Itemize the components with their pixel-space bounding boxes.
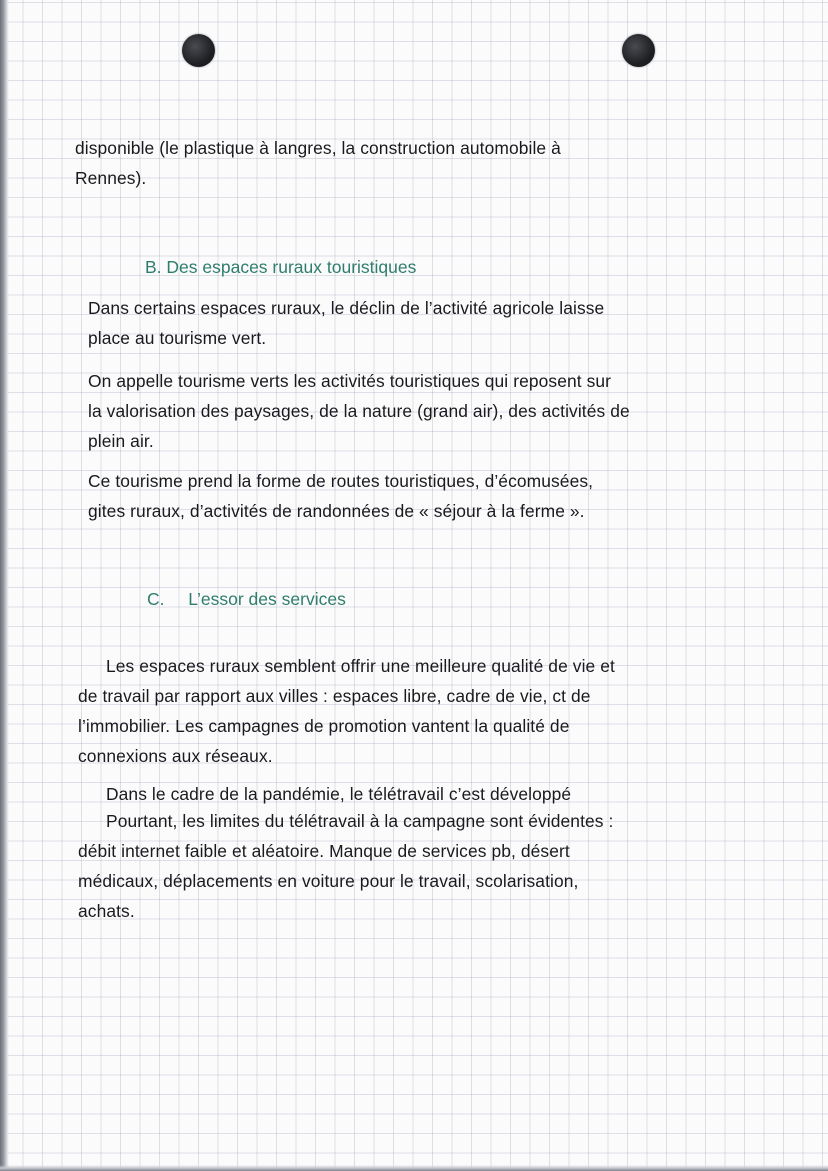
section-c-heading-letter: C. [147,589,165,609]
paragraph-line: place au tourisme vert. [88,328,267,348]
page-left-edge [0,0,9,1171]
paragraph-line: connexions aux réseaux. [78,746,273,766]
paragraph-line: la valorisation des paysages, de la nature (grand air), des activités de [88,401,630,421]
paragraph-line: de travail par rapport aux villes : espaces libre, cadre de vie, ct de [78,686,591,706]
section-c-heading-title: L’essor des services [188,589,346,609]
punch-hole-right [622,34,655,67]
paragraph-line: médicaux, déplacements en voiture pour le travail, scolarisation, [78,871,579,891]
paragraph-line: l’immobilier. Les campagnes de promotion vantent la qualité de [78,716,570,736]
intro-line: Rennes). [75,168,147,188]
paragraph-line: Ce tourisme prend la forme de routes touristiques, d’écomusées, [88,471,594,491]
paragraph-line: Pourtant, les limites du télétravail à la campagne sont évidentes : [106,811,614,831]
page-bottom-edge [0,1165,828,1171]
paragraph-line: Dans certains espaces ruraux, le déclin de l’activité agricole laisse [88,298,605,318]
section-c-paragraph-3 [78,806,613,926]
paragraph-line: débit internet faible et aléatoire. Manque de services pb, désert [78,841,570,861]
intro-line: disponible (le plastique à langres, la construction automobile à [75,138,561,158]
punch-hole-left [182,34,215,67]
intro-paragraph [75,133,561,193]
paragraph-line: On appelle tourisme verts les activités touristiques qui reposent sur [88,371,612,391]
section-b-paragraph-3 [88,466,593,526]
paragraph-line: Les espaces ruraux semblent offrir une meilleure qualité de vie et [106,656,615,676]
section-b-paragraph-2 [88,366,630,456]
section-c-paragraph-1 [78,651,615,771]
paragraph-line: Dans le cadre de la pandémie, le télétravail c’est développé [106,784,572,804]
paragraph-line: gites ruraux, d’activités de randonnées de « séjour à la ferme ». [88,501,585,521]
section-b-paragraph-1 [88,293,604,353]
section-b-heading: B. Des espaces ruraux touristiques [145,257,417,277]
section-c-paragraph-2 [78,779,571,809]
paragraph-line: achats. [78,901,135,921]
section-c-heading [147,584,346,614]
paragraph-line: plein air. [88,431,154,451]
